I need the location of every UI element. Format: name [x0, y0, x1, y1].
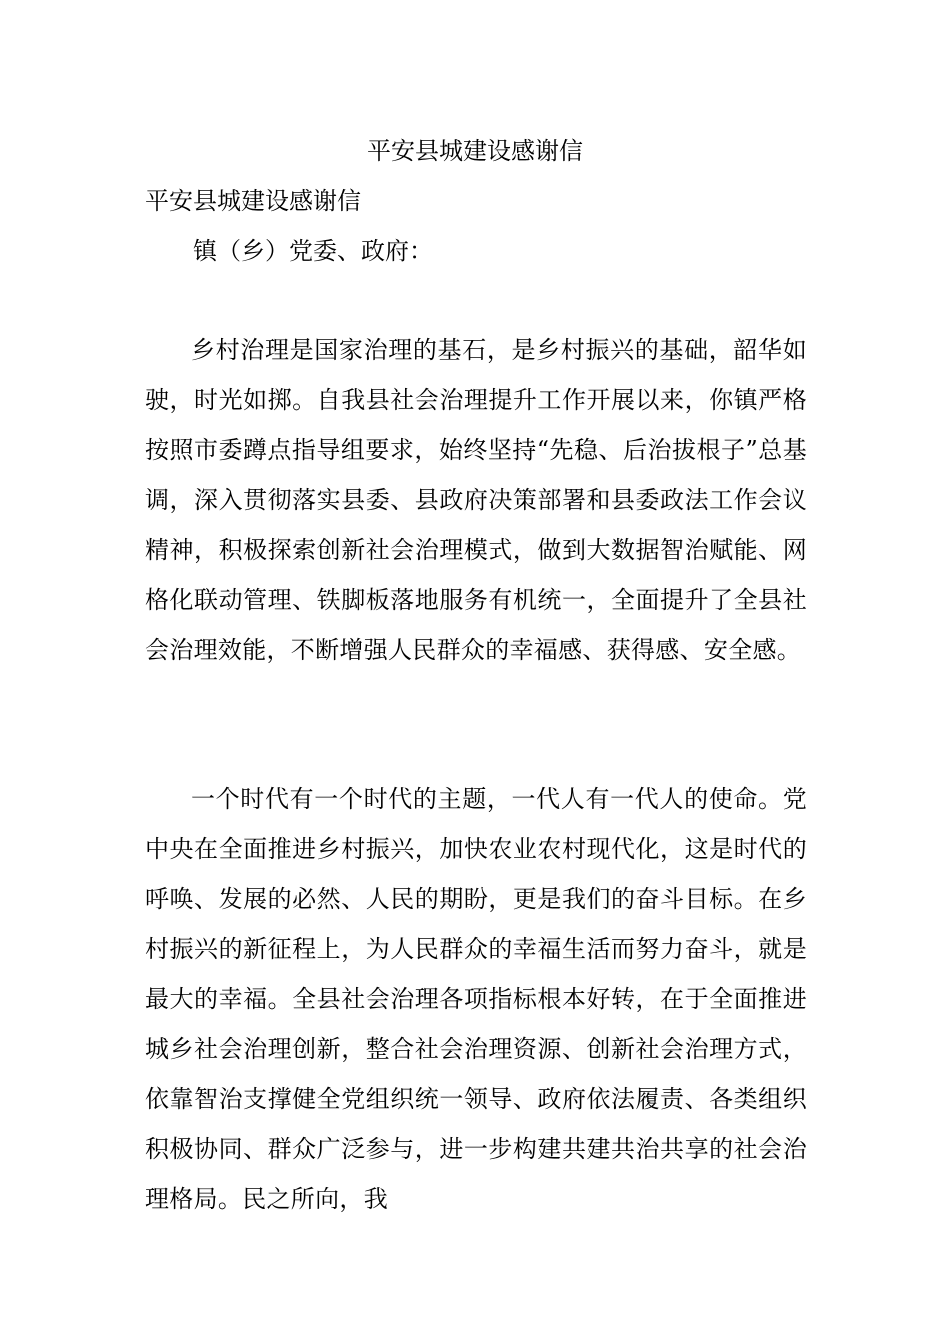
body-paragraph: 一个时代有一个时代的主题，一代人有一代人的使命。党中央在全面推进乡村振兴，加快农业农村现代化，这是时代的呼唤、发展的必然、人民的期盼，更是我们的奋斗目标。在乡村振兴的新征程上，为人民群众的幸福生活而努力奋斗，就是最大的幸福。全县社会治理各项指标根本好转，在于全面推进城乡社会治理创新，整合社会治理资源、创新社会治理方式，依靠智治支撑健全党组织统一领导、政府依法履责、各类组织积极协同、群众广泛参与，进一步构建共建共治共享的社会治理格局。民之所向，我: [145, 785, 807, 1213]
document-subtitle: 平安县城建设感谢信: [145, 187, 361, 215]
salutation: 镇（乡）党委、政府：: [193, 237, 433, 265]
document-title: 平安县城建设感谢信: [367, 137, 583, 165]
body-paragraph: 乡村治理是国家治理的基石，是乡村振兴的基础，韶华如驶，时光如掷。自我县社会治理提升工作开展以来，你镇严格按照市委蹲点指导组要求，始终坚持“先稳、后治拔根子”总基调，深入贯彻落实县委、县政府决策部署和县委政法工作会议精神，积极探索创新社会治理模式，做到大数据智治赋能、网格化联动管理、铁脚板落地服务有机统一，全面提升了全县社会治理效能，不断增强人民群众的幸福感、获得感、安全感。: [145, 336, 807, 664]
